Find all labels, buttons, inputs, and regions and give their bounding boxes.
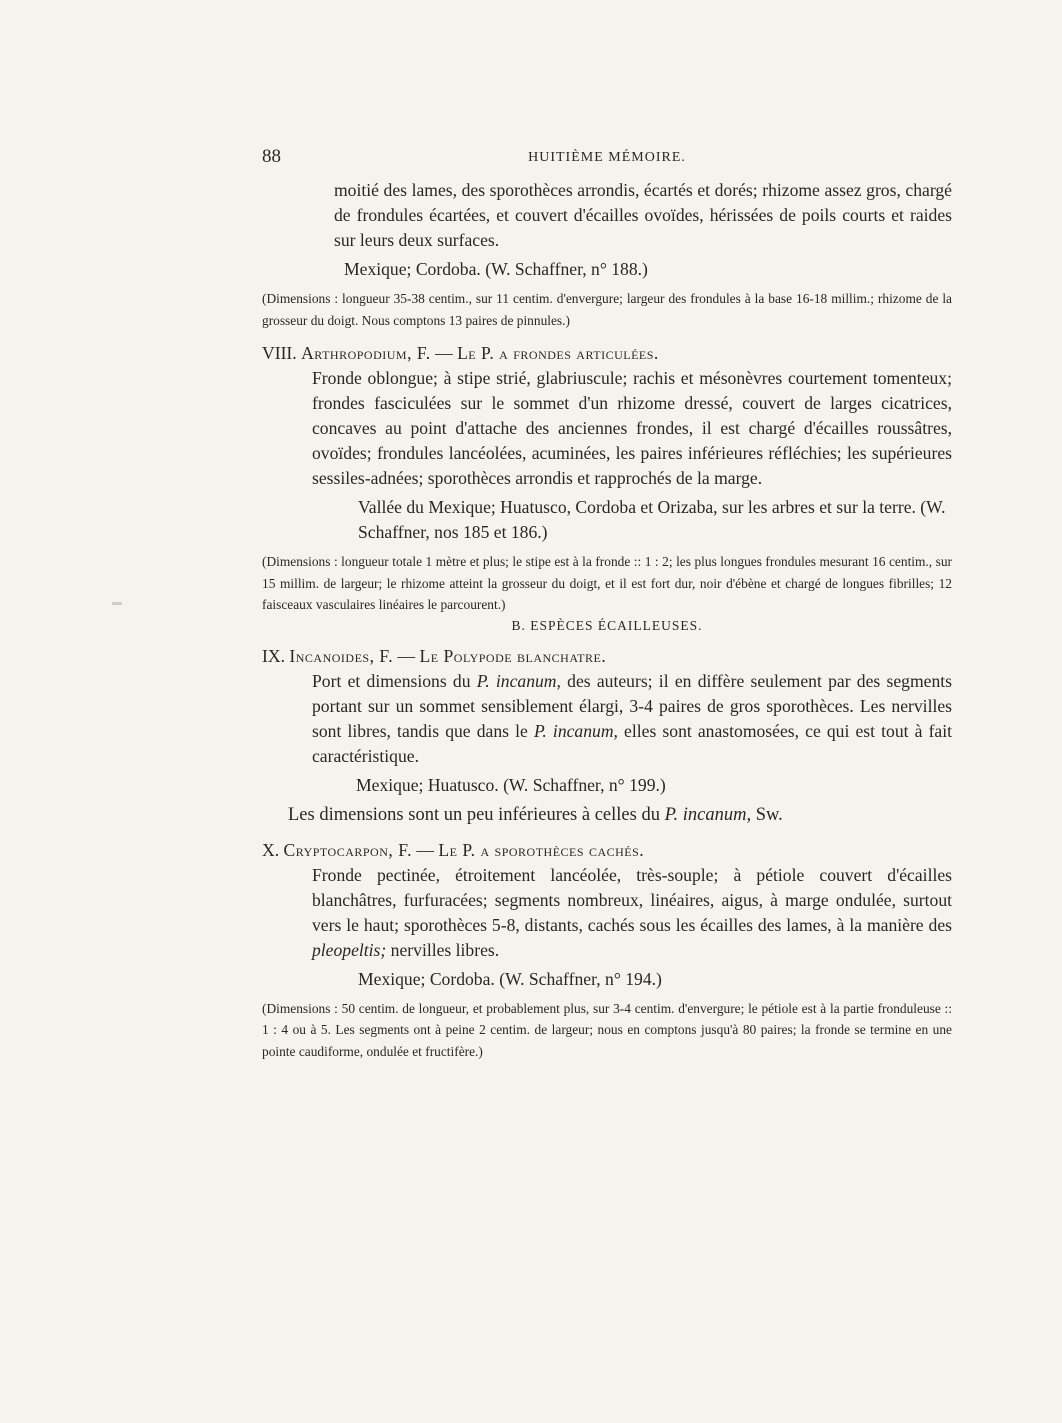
page-number: 88 bbox=[262, 146, 281, 167]
dimensions-note: (Dimensions : 50 centim. de longueur, et probablement plus, sur 3-4 centim. d'envergure; le pétiole est à la partie fronduleuse :: 1 : 4 ou à 5. Les segments ont à peine 2 centim. de largeur; nous en comptons jusqu'à 80 paires; la fronde se termine en une pointe caudiforme, ondulée et fructifère.) bbox=[262, 1000, 952, 1059]
species-heading-x bbox=[262, 838, 952, 863]
text-run: Port et dimensions du bbox=[312, 670, 477, 691]
species-number: X. bbox=[262, 839, 280, 860]
species-common-name: Le Polypode blanchatre. bbox=[419, 645, 607, 666]
text-run: des auteurs; il en diffère seulement par des segments portant sur un sommet sensiblement élargi, 3-4 paires de gros sporothèces. Les nervilles sont libres, tandis que dans le bbox=[312, 670, 952, 741]
closing-remark bbox=[262, 802, 952, 828]
species-common-name: Le P. a frondes articulées. bbox=[457, 343, 659, 363]
locality-line: Mexique; Cordoba. (W. Schaffner, n° 188.) bbox=[344, 259, 648, 279]
locality-line: Mexique; Huatusco. (W. Schaffner, n° 199.) bbox=[356, 774, 666, 795]
text-run: Sw. bbox=[751, 804, 783, 825]
italic-run: P. incanum, bbox=[533, 720, 618, 741]
species-number: IX. bbox=[262, 645, 285, 666]
running-head: HUITIÈME MÉMOIRE. bbox=[528, 150, 686, 165]
text-run: Les dimensions sont un peu inférieures à celles du bbox=[288, 804, 665, 825]
species-description bbox=[262, 669, 952, 769]
italic-run: P. incanum, bbox=[664, 804, 752, 825]
locality-line: Mexique; Cordoba. (W. Schaffner, n° 194.) bbox=[358, 968, 662, 989]
text-run: Fronde pectinée, étroitement lancéolée, très-souple; à pétiole couvert d'écailles blanchâtres, furfuracées; segments nombreux, linéaires, aigus, à marge ondulée, surtout vers le haut; sporothèces 5-8, distants, cachés sous les écailles des lames, à la manière des bbox=[312, 864, 952, 935]
continued-paragraph: moitié des lames, des sporothèces arrondis, écartés et dorés; rhizome assez gros, chargé de frondules écartées, et couvert d'écailles ovoïdes, hérissées de poils courts et raides sur leurs deux surfaces. bbox=[334, 180, 952, 250]
species-heading-viii bbox=[262, 341, 952, 366]
page-header bbox=[262, 146, 952, 170]
text-run: elles sont anastomosées, ce qui est tout à fait caractéristique. bbox=[312, 720, 953, 766]
species-name: Incanoides, F. bbox=[289, 645, 394, 666]
margin-mark bbox=[112, 602, 122, 605]
species-number: VIII. bbox=[262, 343, 297, 363]
section-subheading: B. ESPÈCES ÉCAILLEUSES. bbox=[511, 617, 703, 633]
species-name: Arthropodium, F. bbox=[301, 343, 431, 363]
heading-separator: — bbox=[411, 839, 439, 860]
species-description: Fronde oblongue; à stipe strié, glabriuscule; rachis et mésonèvres courtement tomenteux; frondes fasciculées sur le sommet d'un rhizome dressé, couvert de larges cicatrices, concaves au point d'attache des anciennes frondes, il est chargé d'écailles roussâtres, ovoïdes; frondules lancéolées, acuminées, les paires inférieures réfléchies; les supérieures sessiles-adnées; sporothèces arrondis et rapprochés de la marge. bbox=[312, 368, 952, 488]
heading-separator: — bbox=[430, 343, 458, 363]
italic-run: P. incanum, bbox=[476, 670, 561, 691]
text-run: nervilles libres. bbox=[386, 939, 500, 960]
page-body bbox=[262, 178, 952, 1062]
species-description bbox=[262, 863, 952, 963]
italic-run: pleopeltis; bbox=[312, 939, 387, 960]
species-name: Cryptocarpon, F. bbox=[283, 839, 412, 860]
dimensions-note: (Dimensions : longueur totale 1 mètre et plus; le stipe est à la fronde :: 1 : 2; les plus longues frondules mesurant 16 centim., sur 15 millim. de largeur; le rhizome atteint la grosseur du doigt, et il est fort dur, noir d'ébène et chargé de longues fibrilles; 12 faisceaux vasculaires linéaires le parcourent.) bbox=[262, 554, 952, 612]
species-heading-ix bbox=[262, 644, 952, 669]
dimensions-note: (Dimensions : longueur 35-38 centim., sur 11 centim. d'envergure; largeur des frondules à la base 16-18 millim.; rhizome de la grosseur du doigt. Nous comptons 13 paires de pinnules.) bbox=[262, 291, 952, 328]
heading-separator: — bbox=[393, 645, 420, 666]
locality-line: Vallée du Mexique; Huatusco, Cordoba et Orizaba, sur les arbres et sur la terre. (W. Schaffner, nos 185 et 186.) bbox=[358, 497, 946, 542]
species-common-name: Le P. a sporothèces cachés. bbox=[438, 839, 645, 860]
